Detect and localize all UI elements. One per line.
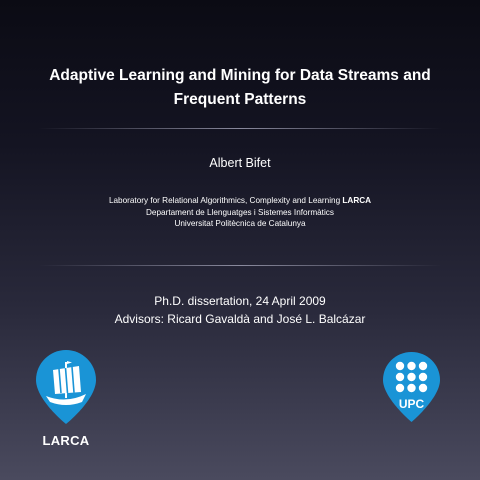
upc-logo-label: UPC bbox=[398, 397, 425, 411]
divider-top bbox=[38, 128, 442, 129]
larca-logo-label: LARCA bbox=[42, 433, 90, 448]
affiliation-lab-acronym: LARCA bbox=[342, 196, 372, 205]
divider-bottom bbox=[38, 265, 442, 266]
slide-title bbox=[20, 64, 460, 112]
dissertation-block bbox=[0, 292, 480, 328]
upc-logo bbox=[383, 352, 440, 422]
advisors: Advisors: Ricard Gavaldà and José L. Balcázar bbox=[114, 312, 366, 326]
larca-logo bbox=[36, 350, 96, 424]
affiliation-university: Universitat Politècnica de Catalunya bbox=[174, 219, 306, 228]
affiliation-block bbox=[0, 195, 480, 230]
slide-title-line-1: Adaptive Learning and Mining for Data Streams and bbox=[49, 67, 431, 84]
affiliation-department: Departament de Llenguatges i Sistemes Informàtics bbox=[146, 207, 334, 217]
author-name: Albert Bifet bbox=[209, 156, 271, 170]
dissertation-date: Ph.D. dissertation, 24 April 2009 bbox=[154, 294, 326, 308]
ship-sail-icon bbox=[36, 350, 96, 424]
affiliation-lab: Laboratory for Relational Algorithmics, Complexity and Learning bbox=[108, 196, 343, 205]
slide-title-line-2: Frequent Patterns bbox=[173, 91, 307, 108]
dot-grid-icon bbox=[383, 352, 440, 422]
affiliation-line-1 bbox=[0, 195, 480, 207]
